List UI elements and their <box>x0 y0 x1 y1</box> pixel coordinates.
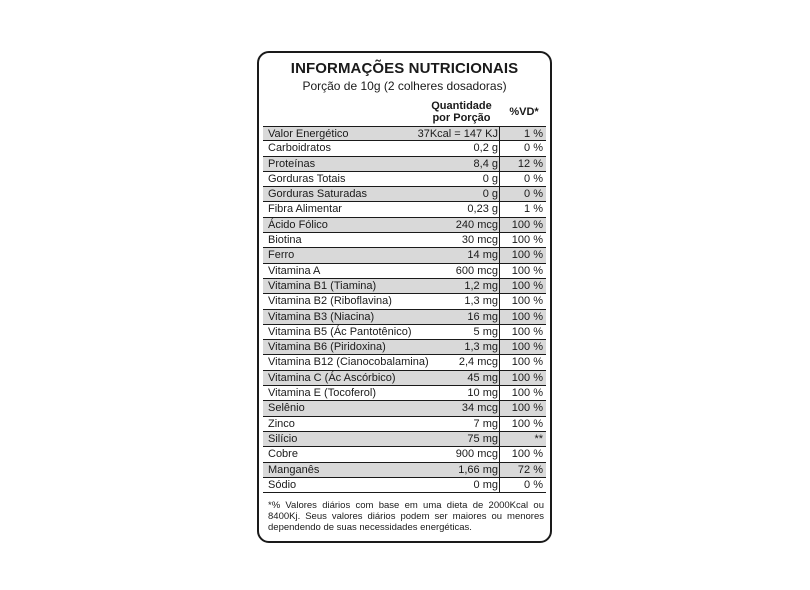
nutrient-name: Gorduras Saturadas <box>268 188 368 201</box>
nutrient-name: Vitamina B12 (Cianocobalamina) <box>268 356 429 369</box>
nutrient-daily-value: 100 % <box>511 249 543 262</box>
nutrient-daily-value: ** <box>534 432 543 445</box>
column-divider <box>499 401 500 415</box>
column-divider <box>499 248 500 262</box>
nutrient-quantity: 900 mcg <box>455 448 498 461</box>
nutrient-name: Vitamina A <box>268 264 321 277</box>
nutrient-daily-value: 0 % <box>524 172 543 185</box>
nutrient-row <box>263 447 546 462</box>
nutrient-daily-value: 100 % <box>511 279 543 292</box>
nutrient-row <box>263 202 546 217</box>
nutrient-name: Valor Energético <box>268 128 349 140</box>
nutrient-daily-value: 100 % <box>511 234 543 247</box>
column-divider <box>499 218 500 232</box>
nutrient-daily-value: 100 % <box>511 264 543 277</box>
column-divider <box>499 294 500 308</box>
nutrient-daily-value: 100 % <box>511 402 543 415</box>
nutrient-name: Vitamina B1 (Tiamina) <box>268 279 377 292</box>
nutrient-quantity: 45 mg <box>467 371 498 384</box>
nutrient-row <box>263 126 546 141</box>
nutrient-quantity: 7 mg <box>473 417 498 430</box>
nutrient-quantity: 1,66 mg <box>458 463 498 476</box>
column-divider <box>499 478 500 492</box>
nutrient-name: Fibra Alimentar <box>268 203 342 216</box>
nutrient-daily-value: 100 % <box>511 371 543 384</box>
column-divider <box>499 340 500 354</box>
nutrient-row <box>263 463 546 478</box>
nutrient-daily-value: 100 % <box>511 218 543 231</box>
nutrient-row <box>263 233 546 248</box>
vd-column-header: %VD* <box>509 106 539 118</box>
nutrient-daily-value: 0 % <box>524 142 543 155</box>
nutrient-name: Vitamina B6 (Piridoxina) <box>268 341 386 354</box>
nutrient-row <box>263 401 546 416</box>
nutrient-quantity: 30 mcg <box>461 234 498 247</box>
column-divider <box>499 187 500 201</box>
nutrient-name: Manganês <box>268 463 320 476</box>
nutrient-table <box>263 126 546 493</box>
nutrient-quantity: 240 mcg <box>455 218 498 231</box>
quantity-header-line2: por Porção <box>432 112 491 124</box>
nutrient-row <box>263 157 546 172</box>
column-divider <box>499 233 500 247</box>
nutrient-daily-value: 1 % <box>524 203 543 216</box>
nutrient-row <box>263 141 546 156</box>
nutrient-daily-value: 100 % <box>511 387 543 400</box>
nutrient-daily-value: 100 % <box>511 417 543 430</box>
column-divider <box>499 463 500 477</box>
nutrient-quantity: 5 mg <box>473 325 498 338</box>
nutrient-name: Biotina <box>268 234 302 247</box>
nutrient-name: Vitamina B3 (Niacina) <box>268 310 375 323</box>
nutrient-name: Vitamina E (Tocoferol) <box>268 387 377 400</box>
nutrient-name: Ferro <box>268 249 295 262</box>
nutrient-row <box>263 371 546 386</box>
nutrient-row <box>263 248 546 263</box>
serving-size: Porção de 10g (2 colheres dosadoras) <box>302 79 507 93</box>
nutrient-name: Vitamina B2 (Riboflavina) <box>268 295 392 308</box>
nutrient-row <box>263 478 546 493</box>
nutrient-daily-value: 12 % <box>517 157 543 170</box>
column-divider <box>499 447 500 461</box>
nutrient-name: Sódio <box>268 478 297 491</box>
nutrient-row <box>263 432 546 447</box>
nutrient-quantity: 8,4 g <box>473 157 498 170</box>
nutrient-row <box>263 279 546 294</box>
nutrient-row <box>263 355 546 370</box>
nutrient-quantity: 1,2 mg <box>464 279 498 292</box>
nutrition-facts-label <box>257 51 552 543</box>
nutrient-quantity: 2,4 mcg <box>458 356 498 369</box>
column-divider <box>499 141 500 155</box>
nutrient-quantity: 0,23 g <box>467 203 498 216</box>
column-divider <box>499 432 500 446</box>
column-divider <box>499 310 500 324</box>
nutrient-row <box>263 386 546 401</box>
nutrient-row <box>263 264 546 279</box>
nutrient-quantity: 14 mg <box>467 249 498 262</box>
nutrient-quantity: 10 mg <box>467 387 498 400</box>
column-divider <box>499 386 500 400</box>
nutrient-quantity: 1,3 mg <box>464 341 498 354</box>
nutrient-daily-value: 72 % <box>517 463 543 476</box>
footnote: *% Valores diários com base em uma dieta de 2000Kcal ou 8400Kj. Seus valores diários podem ser maiores ou menores dependendo de suas necessidades energéticas. <box>268 500 544 533</box>
nutrient-row <box>263 325 546 340</box>
quantity-column-header <box>414 100 509 124</box>
nutrient-row <box>263 187 546 202</box>
nutrient-row <box>263 340 546 355</box>
nutrient-quantity: 0 g <box>482 172 498 185</box>
nutrient-daily-value: 100 % <box>511 341 543 354</box>
nutrient-daily-value: 1 % <box>524 128 543 140</box>
column-divider <box>499 127 500 140</box>
nutrient-quantity: 75 mg <box>467 432 498 445</box>
nutrient-quantity: 0 mg <box>473 478 498 491</box>
label-title: INFORMAÇÕES NUTRICIONAIS <box>290 60 519 77</box>
nutrient-daily-value: 0 % <box>524 188 543 201</box>
nutrient-daily-value: 100 % <box>511 310 543 323</box>
nutrient-row <box>263 310 546 325</box>
nutrient-daily-value: 0 % <box>524 478 543 491</box>
column-divider <box>499 355 500 369</box>
column-divider <box>499 279 500 293</box>
nutrient-name: Selênio <box>268 402 305 415</box>
column-divider <box>499 371 500 385</box>
nutrient-daily-value: 100 % <box>511 295 543 308</box>
nutrient-daily-value: 100 % <box>511 448 543 461</box>
nutrient-name: Vitamina B5 (Ác Pantotênico) <box>268 325 412 338</box>
nutrient-quantity: 0 g <box>482 188 498 201</box>
nutrient-name: Silício <box>268 432 298 445</box>
column-divider <box>499 264 500 278</box>
nutrient-name: Carboidratos <box>268 142 331 155</box>
column-divider <box>499 417 500 431</box>
nutrient-name: Vitamina C (Ác Ascórbico) <box>268 371 396 384</box>
column-divider <box>499 157 500 171</box>
nutrient-name: Cobre <box>268 448 298 461</box>
nutrient-name: Ácido Fólico <box>268 218 328 231</box>
nutrient-name: Zinco <box>268 417 295 430</box>
column-divider <box>499 172 500 186</box>
nutrient-row <box>263 294 546 309</box>
nutrient-quantity: 600 mcg <box>455 264 498 277</box>
nutrient-row <box>263 218 546 233</box>
column-divider <box>499 202 500 216</box>
nutrient-name: Proteínas <box>268 157 316 170</box>
nutrient-quantity: 0,2 g <box>473 142 498 155</box>
quantity-header-line1: Quantidade <box>431 100 492 112</box>
nutrient-quantity: 16 mg <box>467 310 498 323</box>
column-divider <box>499 325 500 339</box>
nutrient-quantity: 34 mcg <box>461 402 498 415</box>
nutrient-name: Gorduras Totais <box>268 172 346 185</box>
nutrient-row <box>263 417 546 432</box>
nutrient-quantity: 1,3 mg <box>464 295 498 308</box>
nutrient-quantity: 37Kcal = 147 KJ <box>417 128 498 140</box>
nutrient-daily-value: 100 % <box>511 325 543 338</box>
nutrient-row <box>263 172 546 187</box>
nutrient-daily-value: 100 % <box>511 356 543 369</box>
